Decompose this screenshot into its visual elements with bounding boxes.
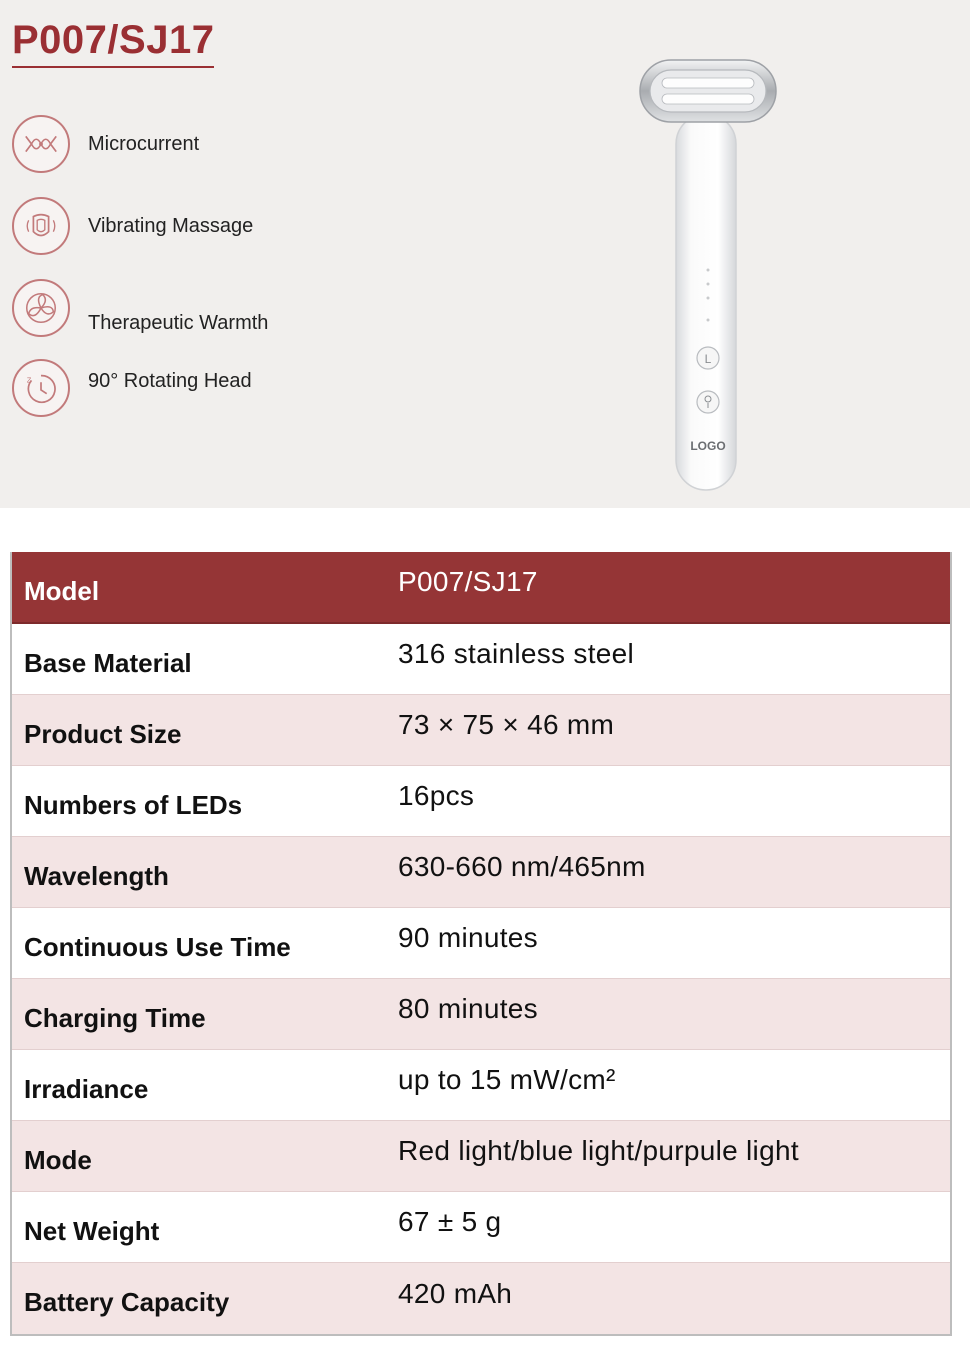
spec-label: Continuous Use Time [24, 931, 291, 962]
device-logo-text: LOGO [690, 439, 726, 453]
spec-value: 16pcs [398, 780, 475, 811]
table-row [12, 908, 950, 979]
feature-label: Microcurrent [88, 132, 200, 155]
spec-value: 420 mAh [398, 1277, 513, 1309]
rotating-head-icon [12, 359, 70, 417]
spec-value: 73 × 75 × 46 mm [398, 709, 615, 740]
table-row [12, 695, 950, 766]
product-hero [0, 0, 970, 508]
spec-label: Charging Time [24, 1002, 206, 1033]
feature-vibrating-massage [12, 197, 253, 255]
table-row [12, 1050, 950, 1121]
spec-label: Net Weight [24, 1215, 160, 1246]
table-row [12, 1263, 950, 1334]
feature-microcurrent [12, 115, 199, 173]
table-row [12, 979, 950, 1050]
warmth-icon [12, 279, 70, 337]
spec-label: Mode [24, 1144, 92, 1175]
table-row [12, 1121, 950, 1192]
feature-label: Vibrating Massage [88, 214, 254, 237]
spec-label: Product Size [24, 718, 182, 749]
spec-table [10, 552, 952, 1336]
feature-label: Therapeutic Warmth [88, 311, 269, 334]
spec-label: Battery Capacity [24, 1287, 230, 1317]
svg-text:L: L [704, 352, 712, 366]
spec-value: 630-660 nm/465nm [398, 851, 646, 882]
product-title: P007/SJ17 [12, 16, 214, 68]
spec-label: Irradiance [24, 1073, 149, 1104]
spec-value: 80 minutes [398, 993, 538, 1024]
table-row [12, 837, 950, 908]
spec-value: 67 ± 5 g [398, 1206, 502, 1237]
spec-value: P007/SJ17 [398, 566, 538, 597]
table-row [12, 624, 950, 695]
spec-label: Model [24, 575, 100, 606]
spec-label: Numbers of LEDs [24, 789, 243, 820]
table-header-row [12, 552, 950, 624]
feature-rotating-head [12, 359, 252, 417]
spec-value: up to 15 mW/cm² [398, 1064, 616, 1095]
device-image [636, 54, 782, 494]
table-row [12, 1192, 950, 1263]
vibration-icon [12, 197, 70, 255]
spec-value: Red light/blue light/purpule light [398, 1135, 799, 1166]
spec-value: 90 minutes [398, 922, 538, 953]
microcurrent-icon [12, 115, 70, 173]
table-row [12, 766, 950, 837]
feature-therapeutic-warmth [12, 279, 268, 337]
spec-label: Base Material [24, 647, 192, 678]
spec-label: Wavelength [24, 860, 169, 891]
feature-label: 90° Rotating Head [88, 369, 252, 392]
spec-value: 316 stainless steel [398, 638, 635, 669]
svg-text:Z: Z [26, 375, 32, 385]
